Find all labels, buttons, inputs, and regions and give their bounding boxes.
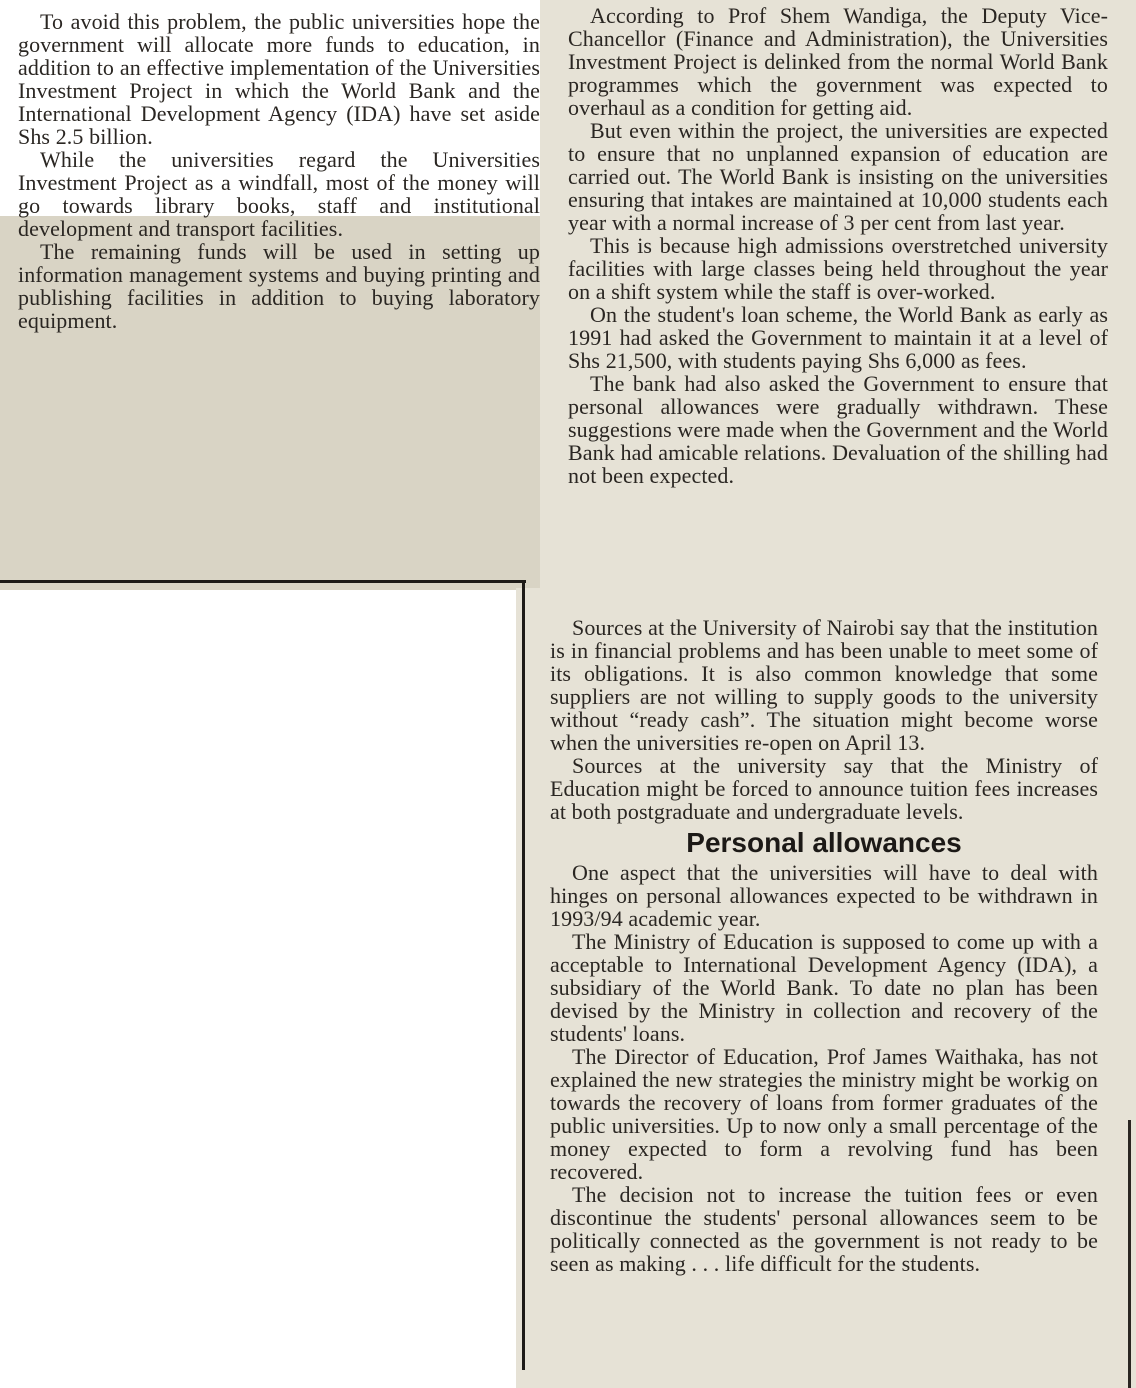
right-bottom-paragraph-6: The decision not to increase the tuition fees or even discontinue the students' personal allowances seem to be politically connected as the government is not ready to be seen as making . . . life difficult for the students. (550, 1182, 1098, 1276)
right-edge-rule (1128, 1120, 1131, 1388)
right-bottom-paragraph-4: The Ministry of Education is supposed to come up with a acceptable to International Development Agency (IDA), a subsidiary of the World Bank. To date no plan has been devised by the Ministry in collection and recovery of the students' loans. (550, 929, 1098, 1046)
right-column-bottom (550, 616, 1098, 1275)
right-top-paragraph-2: But even within the project, the universities are expected to ensure that no unplanned expansion of education are carried out. The World Bank is insisting on the universities ensuring that intakes are maintained at 10,000 students each year with a normal increase of 3 per cent from last year. (568, 118, 1108, 235)
left-paragraph-3: The remaining funds will be used in setting up information management systems and buying printing and publishing facilities in addition to buying laboratory equipment. (18, 239, 540, 333)
right-top-paragraph-3: This is because high admissions overstretched university facilities with large classes being held throughout the year on a shift system while the staff is over-worked. (568, 233, 1108, 304)
vertical-column-rule (522, 580, 525, 1370)
right-top-paragraph-5: The bank had also asked the Government to ensure that personal allowances were gradually withdrawn. These suggestions were made when the Government and the World Bank had amicable relations. Devaluation of the shilling had not been expected. (568, 371, 1108, 488)
right-bottom-paragraph-2: Sources at the university say that the Ministry of Education might be forced to announce tuition fees increases at both postgraduate and undergraduate levels. (550, 753, 1098, 824)
left-paragraph-1: To avoid this problem, the public universities hope the government will allocate more funds to education, in addition to an effective implementation of the Universities Investment Project in which the World Bank and the International Development Agency (IDA) have set aside Shs 2.5 billion. (18, 9, 540, 149)
horizontal-column-rule (0, 580, 526, 583)
right-bottom-paragraph-5: The Director of Education, Prof James Waithaka, has not explained the new strategies the ministry might be workig on towards the recovery of loans from former graduates of the public universities. Up to now only a small percentage of the money expected to form a revolving fund has been recovered. (550, 1044, 1098, 1184)
right-bottom-paragraph-1: Sources at the University of Nairobi say that the institution is in financial problems and has been unable to meet some of its obligations. It is also common knowledge that some suppliers are not willing to supply goods to the university without “ready cash”. The situation might become worse when the universities re-open on April 13. (550, 615, 1098, 755)
right-bottom-paragraph-3: One aspect that the universities will have to deal with hinges on personal allowances expected to be withdrawn in 1993/94 academic year. (550, 860, 1098, 931)
right-column-top (568, 4, 1108, 487)
right-top-paragraph-4: On the student's loan scheme, the World Bank as early as 1991 had asked the Government to maintain it at a level of Shs 21,500, with students paying Shs 6,000 as fees. (568, 302, 1108, 373)
section-subheading: Personal allowances (686, 827, 962, 858)
left-column (18, 10, 540, 332)
left-paragraph-2: While the universities regard the Universities Investment Project as a windfall, most of the money will go towards library books, staff and institutional development and transport facilities. (18, 147, 540, 241)
right-top-paragraph-1: According to Prof Shem Wandiga, the Deputy Vice-Chancellor (Finance and Administration), the Universities Investment Project is delinked from the normal World Bank programmes which the government was expected to overhaul as a condition for getting aid. (568, 3, 1108, 120)
